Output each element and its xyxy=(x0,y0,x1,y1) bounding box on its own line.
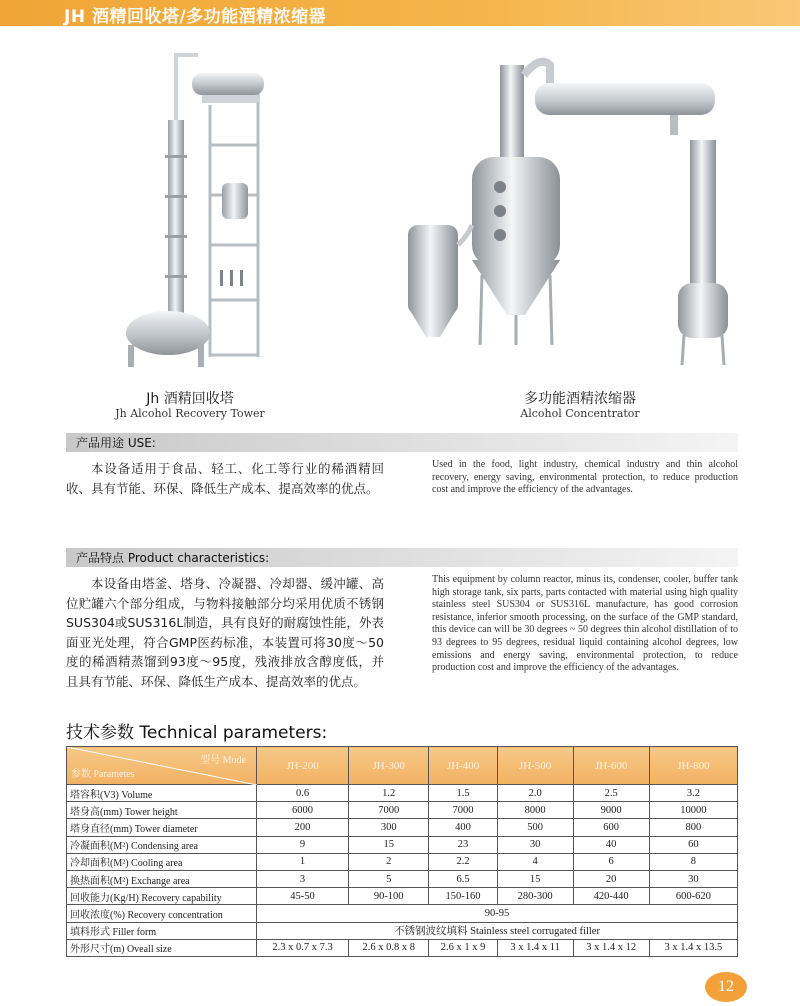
row-label: 回收能力(Kg/H) Recovery capability xyxy=(67,888,257,905)
header-band xyxy=(0,0,800,26)
table-cell: 15 xyxy=(349,836,429,853)
table-cell: 20 xyxy=(573,870,649,887)
row-label: 填料形式 Filler form xyxy=(67,922,257,939)
table-corner-cell xyxy=(67,747,257,785)
table-cell: 9000 xyxy=(573,802,649,819)
row-label: 塔身高(mm) Tower height xyxy=(67,802,257,819)
table-cell: 400 xyxy=(429,819,497,836)
table-cell: 500 xyxy=(497,819,573,836)
section-heading-use: 产品用途 USE: xyxy=(76,436,156,450)
model-header: JH-400 xyxy=(429,747,497,785)
row-label: 塔容积(V3) Volume xyxy=(67,785,257,802)
table-cell: 23 xyxy=(429,836,497,853)
use-text-cn: 本设备适用于食品、轻工、化工等行业的稀酒精回收、具有节能、环保、降低生产成本、提高效率的优点。 xyxy=(66,461,384,496)
table-cell: 280-300 xyxy=(497,888,573,905)
table-row xyxy=(67,802,738,819)
table-cell: 6 xyxy=(573,853,649,870)
table-row xyxy=(67,922,738,939)
table-cell: 45-50 xyxy=(257,888,349,905)
table-cell: 30 xyxy=(497,836,573,853)
table-cell-span: 90-95 xyxy=(257,905,738,922)
alcohol-concentrator-photo xyxy=(400,45,760,375)
table-cell: 30 xyxy=(649,870,737,887)
model-header: JH-500 xyxy=(497,747,573,785)
table-cell: 4 xyxy=(497,853,573,870)
table-cell: 10000 xyxy=(649,802,737,819)
table-cell: 800 xyxy=(649,819,737,836)
parameters-table xyxy=(66,746,738,957)
table-cell: 8000 xyxy=(497,802,573,819)
row-label: 换热面积(M²) Exchange area xyxy=(67,870,257,887)
model-header: JH-300 xyxy=(349,747,429,785)
page-title: JH 酒精回收塔/多功能酒精浓缩器 xyxy=(64,7,327,27)
table-cell: 2.6 x 0.8 x 8 xyxy=(349,939,429,956)
table-row xyxy=(67,819,738,836)
section-bar-use xyxy=(66,433,738,452)
table-cell: 6.5 xyxy=(429,870,497,887)
table-cell: 3.2 xyxy=(649,785,737,802)
table-cell: 200 xyxy=(257,819,349,836)
table-cell: 2.2 xyxy=(429,853,497,870)
table-cell: 3 x 1.4 x 12 xyxy=(573,939,649,956)
table-cell: 1 xyxy=(257,853,349,870)
table-row xyxy=(67,870,738,887)
table-cell: 7000 xyxy=(429,802,497,819)
caption-recovery-tower-cn: Jh 酒精回收塔 xyxy=(146,391,234,407)
table-cell: 8 xyxy=(649,853,737,870)
table-cell: 7000 xyxy=(349,802,429,819)
characteristics-text-en: This equipment by column reactor, minus its, condenser, cooler, buffer tank high storage tank, six parts, parts contacted with material using high quality stainless steel SUS304 or SUS316L manufacture, has good corrosion resistance, inferior smooth processing, on the surface of the GMP standard, this device can will be 30 degrees ~ 50 degrees thin alcohol distillation of to 93 degrees to 95 degrees, residual liquid containing alcohol degrees, low emissions and energy saving, environmental protection, to reduce production cost and improve the efficiency of the advantages. xyxy=(432,574,738,674)
table-cell: 5 xyxy=(349,870,429,887)
table-cell: 2 xyxy=(349,853,429,870)
corner-parametes-label: 参数 Parametes xyxy=(71,769,135,780)
table-cell: 420-440 xyxy=(573,888,649,905)
table-cell: 300 xyxy=(349,819,429,836)
table-header-row xyxy=(67,747,738,785)
table-cell: 2.5 xyxy=(573,785,649,802)
table-cell: 600-620 xyxy=(649,888,737,905)
table-row xyxy=(67,939,738,956)
table-cell: 60 xyxy=(649,836,737,853)
technical-heading: 技术参数 Technical parameters: xyxy=(66,723,328,743)
table-cell: 1.5 xyxy=(429,785,497,802)
characteristics-text-cn: 本设备由塔釜、塔身、冷凝器、冷却器、缓冲罐、高位贮罐六个部分组成，与物料接触部分均采用优质不锈钢SUS304或SUS316L制造，具有良好的耐腐蚀性能，外表面亚光处理，符合GMP医药标准，本装置可将30度～50度的稀酒精蒸馏到93度～95度，残液排放含醇度低，并且具有节能、环保、降低生产成本、提高效率的优点。 xyxy=(66,576,384,689)
table-cell: 600 xyxy=(573,819,649,836)
table-row xyxy=(67,888,738,905)
table-cell: 2.3 x 0.7 x 7.3 xyxy=(257,939,349,956)
section-heading-characteristics: 产品特点 Product characteristics: xyxy=(76,551,270,565)
use-text-en: Used in the food, light industry, chemical industry and thin alcohol recovery, energy saving, environmental protection, to reduce production cost and improve the efficiency of the advantages. xyxy=(432,459,738,496)
table-row xyxy=(67,905,738,922)
table-cell: 6000 xyxy=(257,802,349,819)
model-header: JH-800 xyxy=(649,747,737,785)
table-cell: 40 xyxy=(573,836,649,853)
row-label: 外形尺寸(m) Oveall size xyxy=(67,939,257,956)
model-header: JH-600 xyxy=(573,747,649,785)
table-row xyxy=(67,836,738,853)
table-cell: 3 x 1.4 x 11 xyxy=(497,939,573,956)
table-cell: 9 xyxy=(257,836,349,853)
section-bar-characteristics xyxy=(66,548,738,567)
table-cell: 3 xyxy=(257,870,349,887)
caption-concentrator-cn: 多功能酒精浓缩器 xyxy=(524,391,636,407)
table-cell: 1.2 xyxy=(349,785,429,802)
caption-concentrator-en: Alcohol Concentrator xyxy=(520,407,640,420)
table-cell: 0.6 xyxy=(257,785,349,802)
table-cell: 15 xyxy=(497,870,573,887)
table-row xyxy=(67,853,738,870)
table-cell: 2.6 x 1 x 9 xyxy=(429,939,497,956)
table-cell: 2.0 xyxy=(497,785,573,802)
page-number: 12 xyxy=(705,972,747,1002)
table-row xyxy=(67,785,738,802)
row-label: 冷却面积(M²) Cooling area xyxy=(67,853,257,870)
model-header: JH-200 xyxy=(257,747,349,785)
row-label: 塔身直径(mm) Tower diameter xyxy=(67,819,257,836)
row-label: 冷凝面积(M²) Condensing area xyxy=(67,836,257,853)
row-label: 回收浓度(%) Recovery concentration xyxy=(67,905,257,922)
caption-recovery-tower-en: Jh Alcohol Recovery Tower xyxy=(115,407,265,420)
table-cell: 150-160 xyxy=(429,888,497,905)
table-cell: 90-100 xyxy=(349,888,429,905)
table-cell-span: 不锈钢波纹填料 Stainless steel corrugated filler xyxy=(257,922,738,939)
corner-mode-label: 型号 Mode xyxy=(200,755,246,766)
table-cell: 3 x 1.4 x 13.5 xyxy=(649,939,737,956)
recovery-tower-photo xyxy=(110,45,285,375)
